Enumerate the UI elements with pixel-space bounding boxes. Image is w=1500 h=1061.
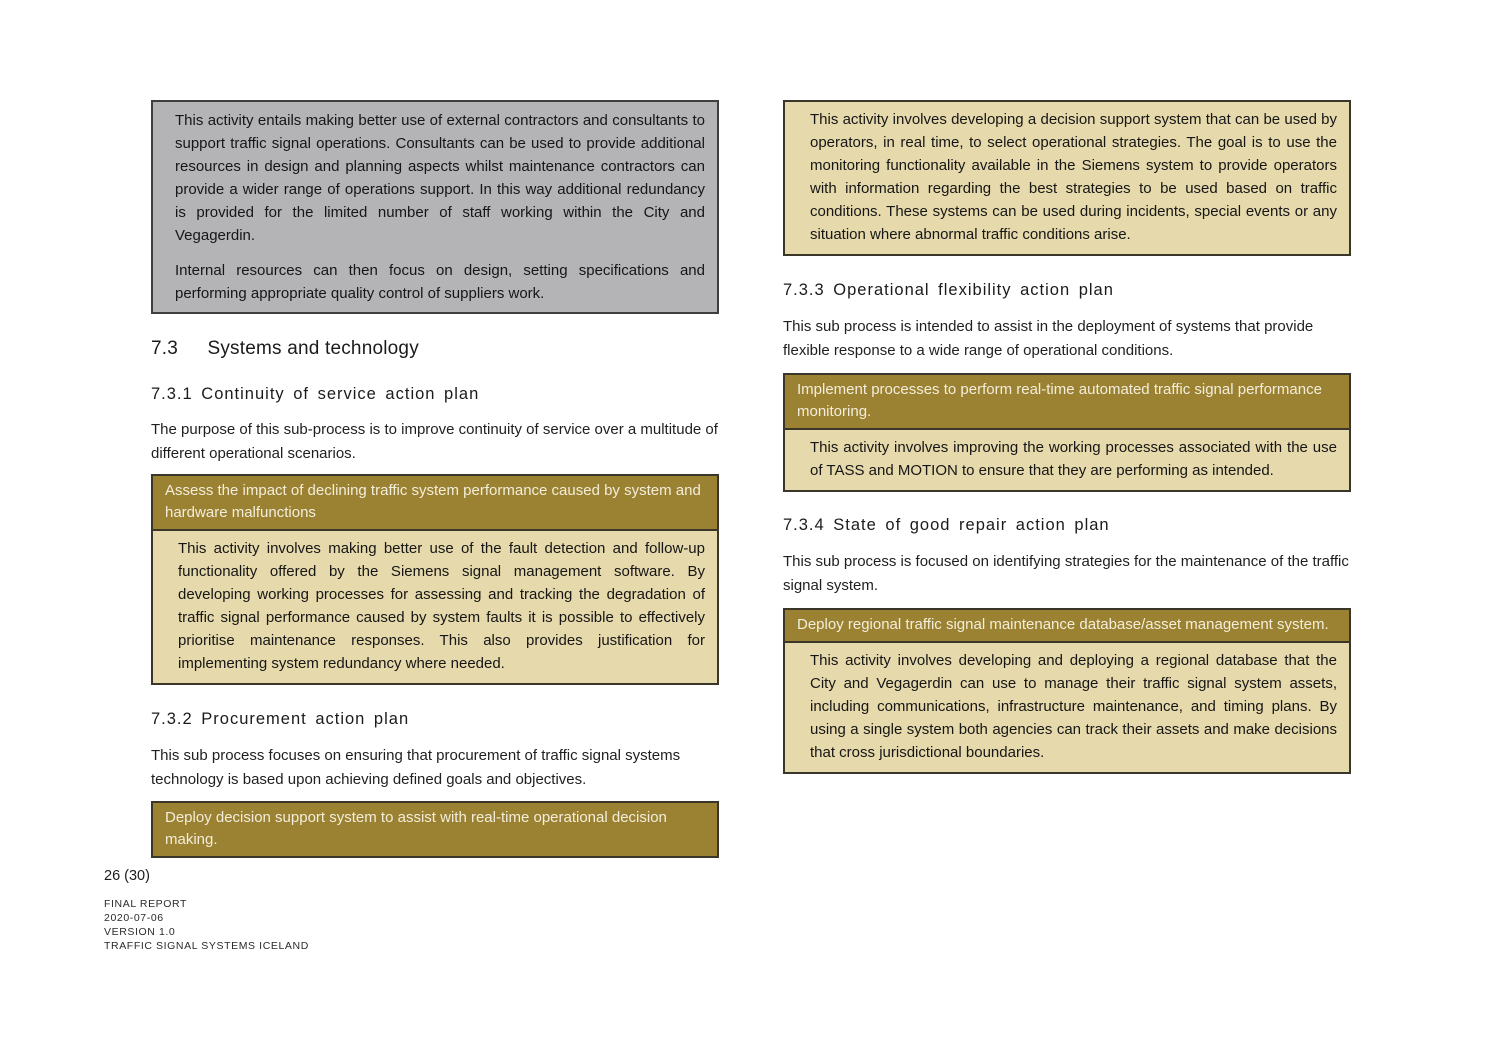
intro-paragraph-7-3-4: This sub process is focused on identifying strategies for the maintenance of the traffic signal system. <box>783 553 1349 594</box>
action-body-box-tass-motion: This activity involves improving the working processes associated with the use of TASS and MOTION to ensure that they are performing as intended. <box>783 428 1351 492</box>
action-title-bar-deploy-decision-support: Deploy decision support system to assist with real-time operational decision making. <box>151 801 719 858</box>
subsection-heading-7-3-2: 7.3.2 Procurement action plan <box>151 710 410 728</box>
footer-date: 2020-07-06 <box>104 912 164 924</box>
gray-note-paragraph-2: Internal resources can then focus on design, setting specifications and performing appropriate quality control of suppliers work. <box>175 262 705 302</box>
gray-note-paragraph-1: This activity entails making better use of external contractors and consultants to support traffic signal operations. Consultants can be used to provide additional resources in design and planning aspects whilst maintenance contractors can provide a wider range of operations support. In this way additional redundancy is provided for the limited number of staff working within the City and Vegagerdin. <box>175 112 705 244</box>
action-title-bar-implement-processes: Implement processes to perform real-time automated traffic signal performance monitoring. <box>783 373 1351 430</box>
footer-report-type: FINAL REPORT <box>104 898 188 910</box>
left-column <box>151 100 719 858</box>
subsection-heading-7-3-3: 7.3.3 Operational flexibility action plan <box>783 281 1114 299</box>
section-title: Systems and technology <box>207 338 419 359</box>
action-body-box-decision-support-continued: This activity involves developing a decision support system that can be used by operators, in real time, to select operational strategies. The goal is to use the monitoring functionality available in the Siemens system to provide operators with information regarding the best strategies to be used based on traffic conditions. These systems can be used during incidents, special events or any situation where abnormal traffic conditions arise. <box>783 100 1351 256</box>
section-heading-7-3 <box>151 338 719 360</box>
page-number: 26 (30) <box>104 868 150 884</box>
intro-paragraph-7-3-2: This sub process focuses on ensuring that procurement of traffic signal systems technology is based upon achieving defined goals and objectives. <box>151 747 681 788</box>
action-body-box-regional-database: This activity involves developing and deploying a regional database that the City and Vegagerdin can use to manage their traffic signal system assets, including communications, infrastructure maintenance, and timing plans. By using a single system both agencies can track their assets and make decisions that cross jurisdictional boundaries. <box>783 641 1351 774</box>
action-body-box-fault-detection: This activity involves making better use of the fault detection and follow-up functionality offered by the Siemens signal management software. By developing working processes for assessing and tracking the degradation of traffic signal performance caused by system faults it is possible to effectively prioritise maintenance responses. This also provides justification for implementing system redundancy where needed. <box>151 529 719 685</box>
intro-paragraph-7-3-1: The purpose of this sub-process is to improve continuity of service over a multitude of different operational scenarios. <box>151 421 718 462</box>
action-title-bar-deploy-regional-database: Deploy regional traffic signal maintenance database/asset management system. <box>783 608 1351 643</box>
section-number: 7.3 <box>151 338 179 359</box>
action-title-bar-assess-impact: Assess the impact of declining traffic system performance caused by system and hardware malfunctions <box>151 474 719 531</box>
footer-version: VERSION 1.0 <box>104 926 176 938</box>
footer-meta <box>104 897 309 953</box>
page-footer <box>104 868 309 953</box>
intro-paragraph-7-3-3: This sub process is intended to assist in the deployment of systems that provide flexible response to a wide range of operational conditions. <box>783 318 1314 359</box>
subsection-heading-7-3-4: 7.3.4 State of good repair action plan <box>783 516 1110 534</box>
footer-project-name: TRAFFIC SIGNAL SYSTEMS ICELAND <box>104 940 309 952</box>
subsection-heading-7-3-1: 7.3.1 Continuity of service action plan <box>151 385 480 403</box>
gray-note-box <box>151 100 719 314</box>
right-column <box>783 100 1351 774</box>
